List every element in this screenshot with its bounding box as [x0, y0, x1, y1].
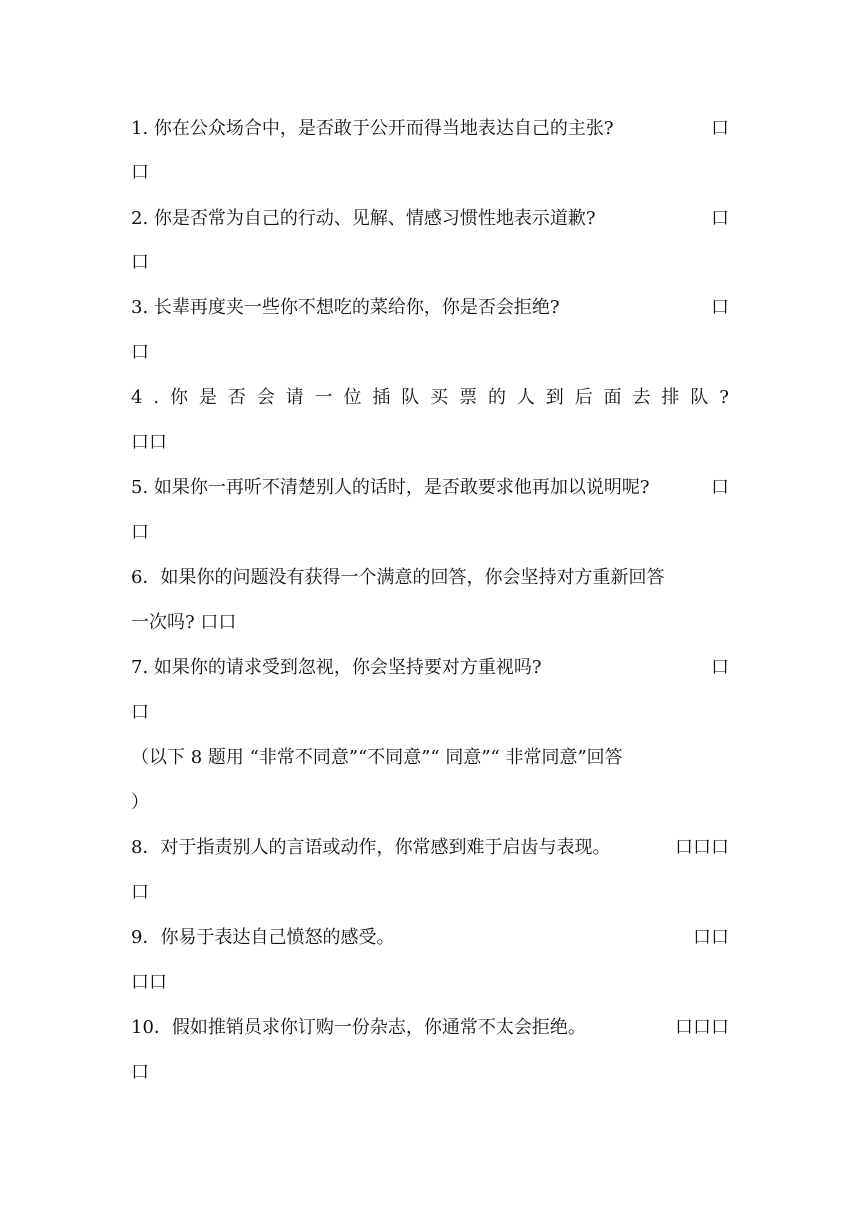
- answer-boxes: 口: [131, 162, 149, 183]
- answer-boxes: 口: [711, 118, 729, 139]
- question-4: [131, 386, 729, 410]
- question-text-wrap: 一次吗? 口口: [131, 612, 237, 633]
- question-char: 人: [516, 387, 535, 408]
- answer-boxes: 口: [131, 1062, 149, 1083]
- question-char: 插: [372, 387, 391, 408]
- question-char: 排: [661, 387, 680, 408]
- question-char: .: [153, 387, 160, 408]
- answer-boxes: 口口: [131, 432, 167, 453]
- question-char: 队: [690, 387, 709, 408]
- answer-boxes: 口: [711, 297, 729, 318]
- question-text: 10．假如推销员求你订购一份杂志，你通常不太会拒绝。: [131, 1017, 586, 1038]
- answer-boxes: 口口: [131, 972, 167, 993]
- answer-boxes: 口: [131, 882, 149, 903]
- question-char: 票: [459, 387, 478, 408]
- question-char: 否: [227, 387, 246, 408]
- instruction-text-wrap: ）: [131, 792, 149, 813]
- question-text: 6．如果你的问题没有获得一个满意的回答，你会坚持对方重新回答: [131, 567, 665, 588]
- instruction-text: （以下 8 题用 “非常不同意”“不同意”“ 同意”“ 非常同意”回答: [131, 747, 623, 768]
- answer-boxes: 口: [131, 702, 149, 723]
- question-char: 去: [632, 387, 651, 408]
- answer-boxes: 口: [711, 477, 729, 498]
- answer-boxes: 口口口: [675, 837, 729, 858]
- question-char: 一: [314, 387, 333, 408]
- question-char: ?: [719, 387, 729, 408]
- question-char: 请: [285, 387, 304, 408]
- question-char: 队: [401, 387, 420, 408]
- question-char: 买: [430, 387, 449, 408]
- question-text: 9．你易于表达自己愤怒的感受。: [131, 927, 395, 948]
- question-char: 你: [170, 387, 188, 408]
- answer-boxes: 口口口: [675, 1017, 729, 1038]
- question-text: 5. 如果你一再听不清楚别人的话时，是否敢要求他再加以说明呢?: [131, 477, 650, 498]
- answer-boxes: 口口: [693, 927, 729, 948]
- question-text: 3. 长辈再度夹一些你不想吃的菜给你，你是否会拒绝?: [131, 297, 560, 318]
- answer-boxes: 口: [131, 252, 149, 273]
- question-text: 7. 如果你的请求受到忽视，你会坚持要对方重视吗?: [131, 657, 542, 678]
- question-text: 2. 你是否常为自己的行动、见解、情感习惯性地表示道歉?: [131, 208, 596, 229]
- answer-boxes: 口: [711, 657, 729, 678]
- question-char: 到: [545, 387, 564, 408]
- answer-boxes: 口: [131, 522, 149, 543]
- question-char: 面: [603, 387, 622, 408]
- answer-boxes: 口: [131, 342, 149, 363]
- question-char: 会: [256, 387, 275, 408]
- question-char: 的: [487, 387, 506, 408]
- question-text: 8．对于指责别人的言语或动作，你常感到难于启齿与表现。: [131, 837, 611, 858]
- question-char: 后: [574, 387, 593, 408]
- answer-boxes: 口: [711, 208, 729, 229]
- question-text: 1. 你在公众场合中，是否敢于公开而得当地表达自己的主张?: [131, 118, 614, 139]
- question-char: 是: [198, 387, 217, 408]
- question-char: 4: [131, 387, 143, 408]
- question-char: 位: [343, 387, 362, 408]
